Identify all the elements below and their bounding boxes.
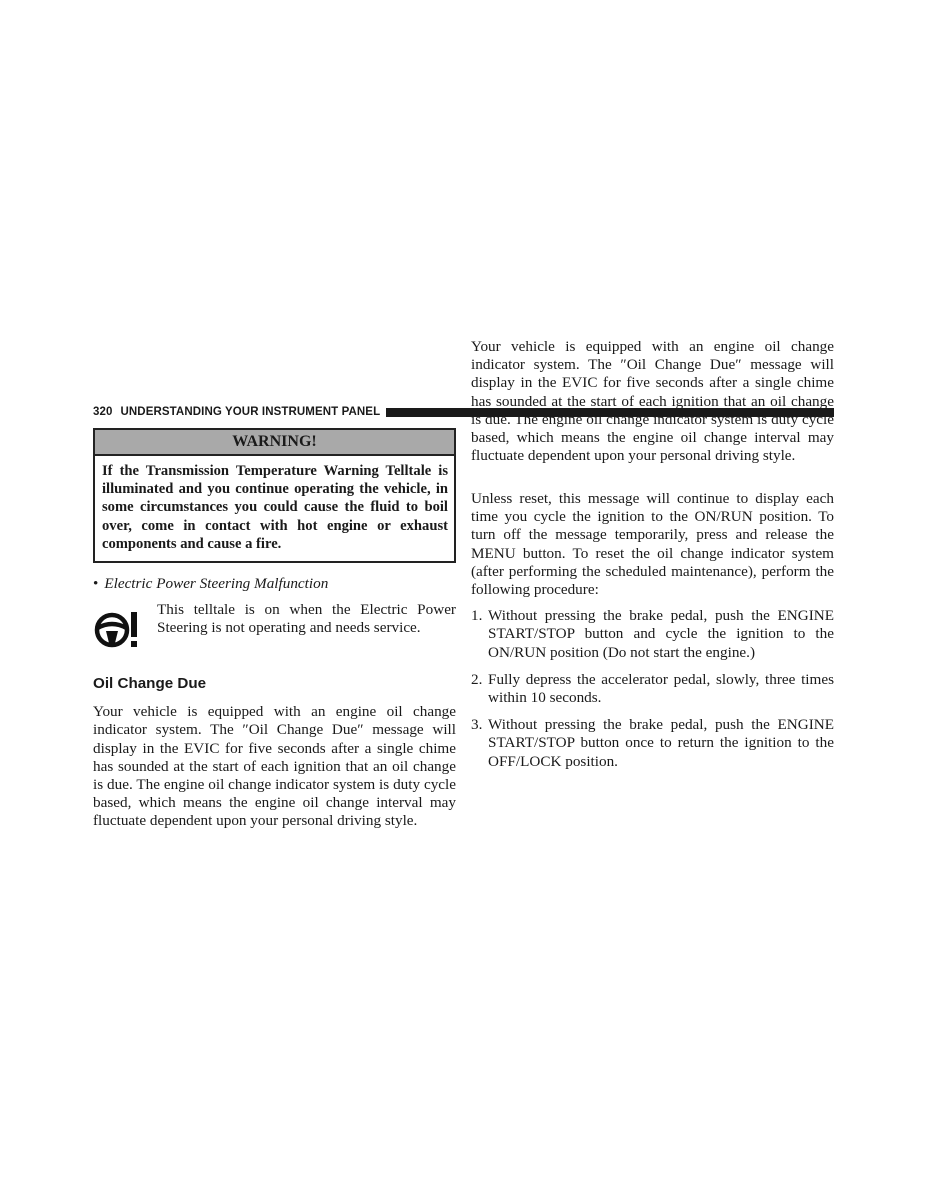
oil-change-paragraph-1: Your vehicle is equipped with an engine oil change indicator system. The ″Oil Change Due″ message will display in the EVIC for five seconds after a single chime has sounded at the start of each ignition that an oil change is due. The engine oil change indicator system is duty cycle based, which means the engine oil change interval may fluctuate dependent upon your personal driving style. bbox=[93, 703, 456, 830]
right-column bbox=[471, 338, 834, 780]
steering-wheel-exclamation-icon bbox=[93, 603, 141, 653]
step-text: Without pressing the brake pedal, push the ENGINE START/STOP button and cycle the ignition to the ON/RUN position (Do not start the engine.) bbox=[488, 607, 834, 661]
warning-text: If the Transmission Temperature Warning Telltale is illuminated and you continue operating the vehicle, in some circumstances you could cause the fluid to boil over, come in contact with hot engine or exhaust components and cause a fire. bbox=[102, 463, 448, 552]
left-column bbox=[93, 428, 456, 830]
list-item bbox=[471, 716, 834, 771]
bullet-dot: • bbox=[93, 575, 99, 593]
power-steering-text: This telltale is on when the Electric Power Steering is not operating and needs service. bbox=[157, 601, 456, 637]
oil-change-heading: Oil Change Due bbox=[93, 675, 207, 693]
warning-box bbox=[93, 428, 456, 563]
step-text: Without pressing the brake pedal, push the ENGINE START/STOP button once to return the ignition to the OFF/LOCK position. bbox=[488, 716, 834, 770]
paragraph-1-continuation-clip bbox=[471, 338, 834, 482]
power-steering-telltale bbox=[93, 601, 456, 653]
oil-change-paragraph-2: Unless reset, this message will continue to display each time you cycle the ignition to the ON/RUN position. To turn off the message temporarily, press and release the MENU button. To reset the oil change indicator system (after performing the scheduled maintenance), perform the following procedure: bbox=[471, 490, 834, 599]
list-item bbox=[471, 671, 834, 707]
power-steering-bullet bbox=[93, 575, 456, 593]
oil-change-paragraph-1-continued: Your vehicle is equipped with an engine oil change indicator system. The ″Oil Change Due″ message will display in the EVIC for five seconds after a single chime has sounded at the start of each ignition that an oil change is due. The engine oil change indicator system is duty cycle based, which means the engine oil change interval may fluctuate dependent upon your personal driving style. bbox=[471, 338, 834, 465]
list-item bbox=[471, 607, 834, 662]
step-number: 1. bbox=[471, 607, 483, 625]
warning-title: WARNING! bbox=[95, 430, 454, 456]
reset-steps bbox=[471, 607, 834, 771]
step-number: 3. bbox=[471, 716, 483, 734]
power-steering-title: Electric Power Steering Malfunction bbox=[104, 575, 329, 593]
step-number: 2. bbox=[471, 670, 483, 688]
page-number: 320 bbox=[93, 406, 113, 418]
step-text: Fully depress the accelerator pedal, slowly, three times within 10 seconds. bbox=[488, 670, 834, 707]
section-title: UNDERSTANDING YOUR INSTRUMENT PANEL bbox=[120, 406, 381, 418]
